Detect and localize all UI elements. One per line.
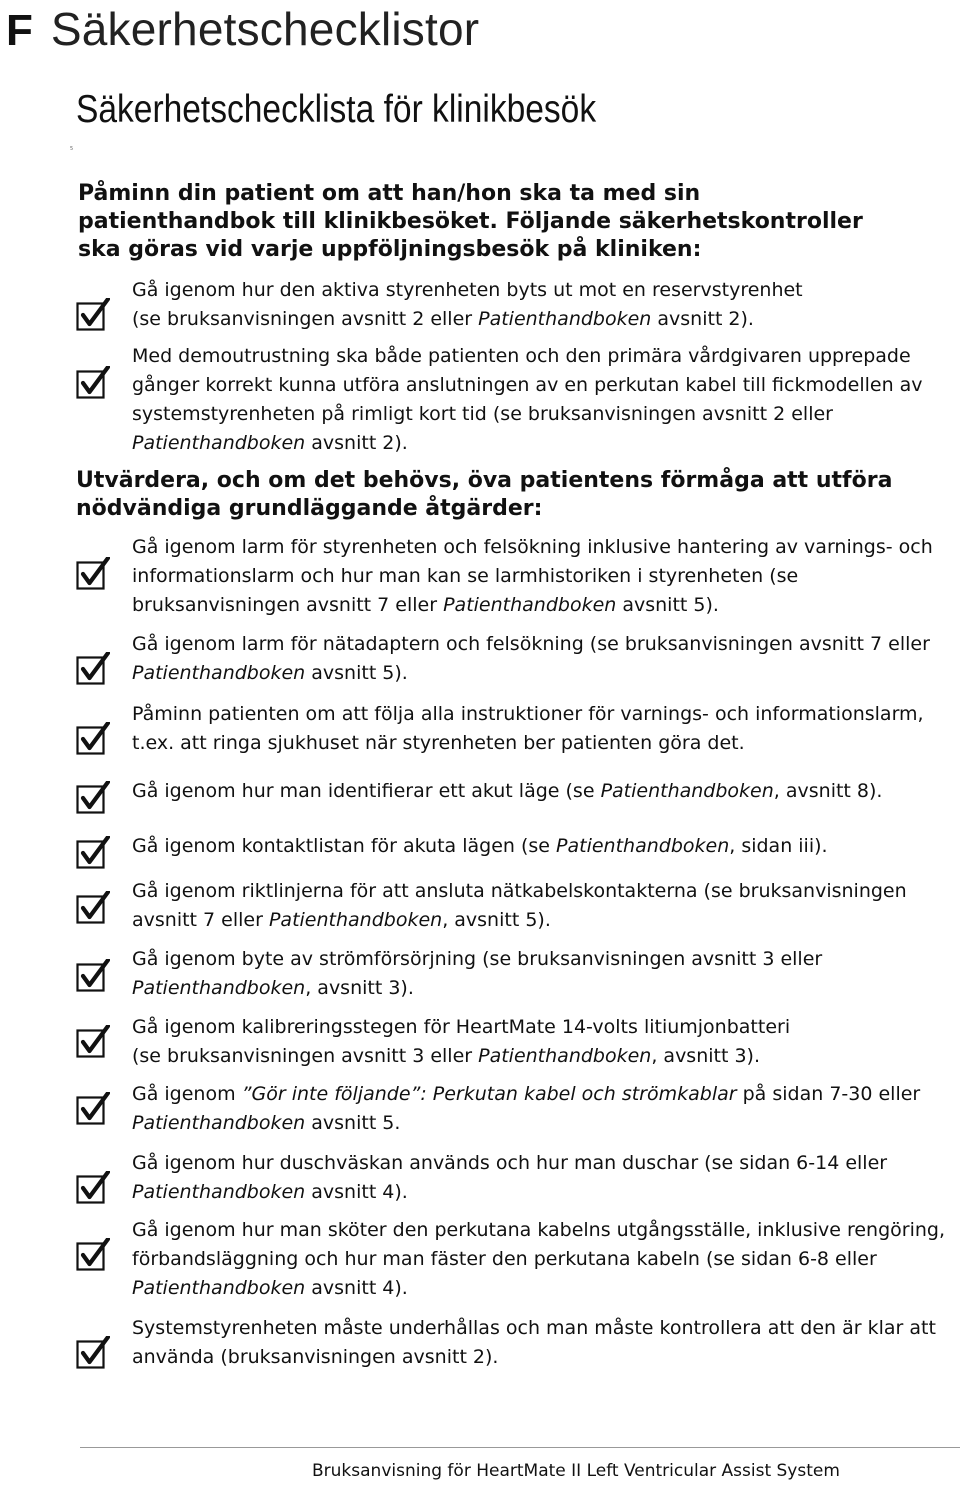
checkbox-checked-icon [76, 1025, 110, 1059]
intro-paragraph: Påminn din patient om att han/hon ska ta med sin patienthandbok till klinikbesöket. Följande säkerhetskontroller ska göras vid varje uppföljningsbesök på kliniken: [78, 181, 863, 262]
checklist-item-text: Gå igenom larm för styrenheten och felsökning inklusive hantering av varnings- och informationslarm och hur man kan se larmhistoriken i styrenheten (se bruksanvisningen avsnitt 7 eller Patienthandboken avsnitt 5). [132, 536, 933, 616]
checkbox-checked-icon [76, 836, 110, 870]
checklist-item-text: Gå igenom ”Gör inte följande”: Perkutan kabel och strömkablar på sidan 7-30 eller Patienthandboken avsnitt 5. [132, 1083, 921, 1134]
section-title: Säkerhetschecklistor [50, 3, 480, 55]
section-subheading: Utvärdera, och om det behövs, öva patientens förmåga att utföra nödvändiga grundläggande åtgärder: [76, 468, 893, 521]
checkbox-checked-icon [76, 781, 110, 815]
checklist-item-text: Med demoutrustning ska både patienten och den primära vårdgivaren upprepade gånger korrekt kunna utföra anslutningen av en perkutan kabel till fickmodellen av systemstyrenheten på rimligt kort tid (se bruksanvisningen avsnitt 2 eller Patienthandboken avsnitt 2). [132, 345, 923, 454]
section-header [6, 2, 479, 54]
checkbox-checked-icon [76, 1336, 110, 1370]
page-title: Säkerhetschecklista för klinikbesök [76, 88, 597, 131]
checklist-item-text: Gå igenom riktlinjerna för att ansluta nätkabelskontakterna (se bruksanvisningen avsnitt 7 eller Patienthandboken, avsnitt 5). [132, 880, 907, 931]
checklist-item-text: Gå igenom hur duschväskan används och hur man duschar (se sidan 6-14 eller Patienthandboken avsnitt 4). [132, 1152, 888, 1203]
checklist-item-text: Systemstyrenheten måste underhållas och man måste kontrollera att den är klar att använda (bruksanvisningen avsnitt 2). [132, 1317, 936, 1368]
checklist-item-text: Gå igenom kontaktlistan för akuta lägen (se Patienthandboken, sidan iii). [132, 835, 828, 857]
checklist-item-text: Gå igenom kalibreringsstegen för HeartMate 14-volts litiumjonbatteri (se bruksanvisningen avsnitt 3 eller Patienthandboken, avsnitt 3). [132, 1016, 791, 1067]
checkbox-checked-icon [76, 1238, 110, 1272]
checkbox-checked-icon [76, 891, 110, 925]
checkbox-checked-icon [76, 557, 110, 591]
checkbox-checked-icon [76, 1092, 110, 1126]
checklist-item-text: Gå igenom larm för nätadaptern och felsökning (se bruksanvisningen avsnitt 7 eller Patienthandboken avsnitt 5). [132, 633, 930, 684]
checkbox-checked-icon [76, 1171, 110, 1205]
checkbox-checked-icon [76, 722, 110, 756]
checklist-item-text: Gå igenom byte av strömförsörjning (se bruksanvisningen avsnitt 3 eller Patienthandboken, avsnitt 3). [132, 948, 823, 999]
page-footer: Bruksanvisning för HeartMate II Left Ventricular Assist System [312, 1461, 840, 1481]
checkbox-checked-icon [76, 959, 110, 993]
section-letter: F [6, 6, 33, 55]
checklist-item-text: Gå igenom hur man sköter den perkutana kabelns utgångsställe, inklusive rengöring, förbandsläggning och hur man fäster den perkutana kabeln (se sidan 6-8 eller Patienthandboken avsnitt 4). [132, 1219, 946, 1299]
footer-divider [80, 1447, 960, 1448]
checkbox-checked-icon [76, 298, 110, 332]
checkbox-checked-icon [76, 652, 110, 686]
checklist-item-text: Gå igenom hur den aktiva styrenheten byts ut mot en reservstyrenhet (se bruksanvisningen avsnitt 2 eller Patienthandboken avsnitt 2). [132, 279, 803, 330]
checklist-item-text: Påminn patienten om att följa alla instruktioner för varnings- och informationslarm, t.ex. att ringa sjukhuset när styrenheten ber patienten göra det. [132, 703, 924, 754]
checkbox-checked-icon [76, 366, 110, 400]
checklist-item-text: Gå igenom hur man identifierar ett akut läge (se Patienthandboken, avsnitt 8). [132, 780, 883, 802]
tiny-mark: 5 [70, 146, 74, 152]
